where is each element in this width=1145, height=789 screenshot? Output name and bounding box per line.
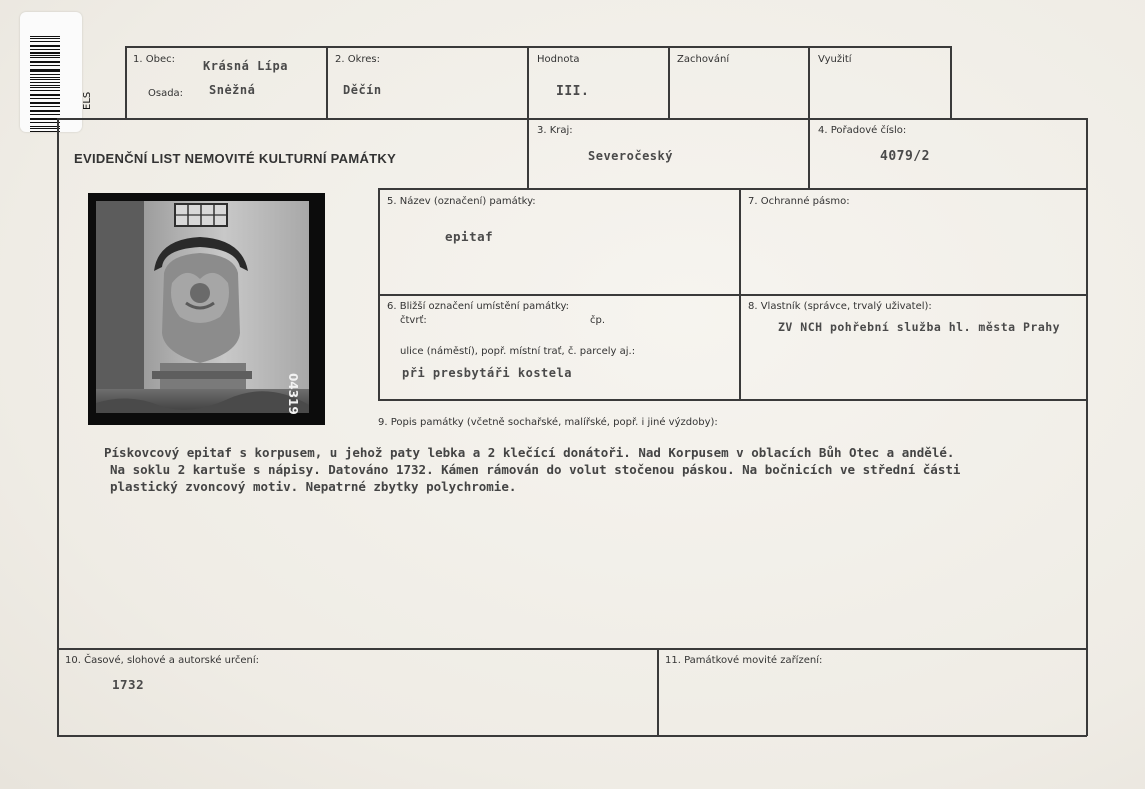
barcode-label-text: ELS (82, 91, 93, 110)
hodnota-label: Hodnota (537, 54, 580, 65)
header-right-rule (950, 46, 952, 118)
header-divider (326, 46, 328, 118)
vlastnik-label: 8. Vlastník (správce, trvalý uživatel): (748, 301, 932, 312)
ctvrt-label: čtvrť: (400, 315, 427, 326)
barcode-sticker (20, 12, 93, 132)
poradove-value: 4079/2 (880, 149, 930, 164)
movite-label: 11. Památkové movité zařízení: (665, 655, 823, 666)
osada-value: Snėžná (209, 83, 256, 97)
cp-label: čp. (590, 315, 606, 326)
kraj-value: Severočeský (588, 149, 673, 163)
casove-label: 10. Časové, slohové a autorské určení: (65, 655, 260, 666)
barcode-icon (30, 36, 60, 134)
frame-top-rule (57, 118, 1087, 120)
box-row-rule (378, 294, 1087, 296)
popis-label: 9. Popis památky (včetně sochařské, malířské, popř. i jiné výzdoby): (378, 417, 718, 428)
bottom-divider (657, 648, 659, 736)
ulice-value: při presbytáři kostela (402, 366, 572, 380)
header-divider (808, 46, 810, 188)
okres-label: 2. Okres: (335, 54, 381, 65)
box-bottom-rule (378, 399, 1087, 401)
nazev-value: epitaf (445, 229, 494, 244)
box-top-rule (378, 188, 528, 190)
kraj-bottom-rule (527, 188, 1087, 190)
header-top-rule (125, 46, 951, 48)
ulice-label: ulice (náměstí), popř. místní trať, č. parcely aj.: (400, 346, 636, 357)
form-title: EVIDENČNÍ LIST NEMOVITÉ KULTURNÍ PAMÁTKY (74, 151, 397, 166)
okres-value: Děčín (343, 83, 382, 97)
frame-bottom-rule (57, 735, 1087, 737)
vlastnik-value: ZV NCH pohřební služba hl. města Prahy (778, 320, 1061, 334)
header-divider (668, 46, 670, 118)
umisteni-label: 6. Bližší označení umístění památky: (387, 301, 570, 312)
photo-number: 04319 (286, 373, 300, 415)
popis-line: plastický zvoncový motiv. Nepatrné zbytky polychromie. (110, 479, 517, 494)
monument-photo (88, 193, 325, 425)
popis-line: Na soklu 2 kartuše s nápisy. Datováno 1732. Kámen rámován do volut stočenou páskou. Na bočnicích ve střední části (110, 462, 961, 477)
zachovani-label: Zachování (677, 54, 730, 65)
osada-label: Osada: (148, 88, 184, 99)
vyuziti-label: Využití (818, 54, 852, 65)
frame-right-rule (1086, 118, 1088, 736)
nazev-label: 5. Název (označení) památky: (387, 196, 536, 207)
kraj-label: 3. Kraj: (537, 125, 573, 136)
header-divider (527, 46, 529, 188)
header-left-rule (125, 46, 127, 118)
ochranne-label: 7. Ochranné pásmo: (748, 196, 850, 207)
obec-label: 1. Obec: (133, 54, 175, 65)
popis-text (104, 444, 1074, 495)
popis-line: Pískovcový epitaf s korpusem, u jehož paty lebka a 2 klečící donátoři. Nad Korpusem v oblacích Bůh Otec a andělé. (104, 445, 955, 460)
casove-value: 1732 (112, 677, 145, 692)
obec-value: Krásná Lípa (203, 59, 288, 73)
poradove-label: 4. Pořadové číslo: (818, 125, 907, 136)
popis-bottom-rule (57, 648, 1087, 650)
hodnota-value: III. (556, 84, 590, 99)
frame-left-rule (57, 118, 59, 736)
